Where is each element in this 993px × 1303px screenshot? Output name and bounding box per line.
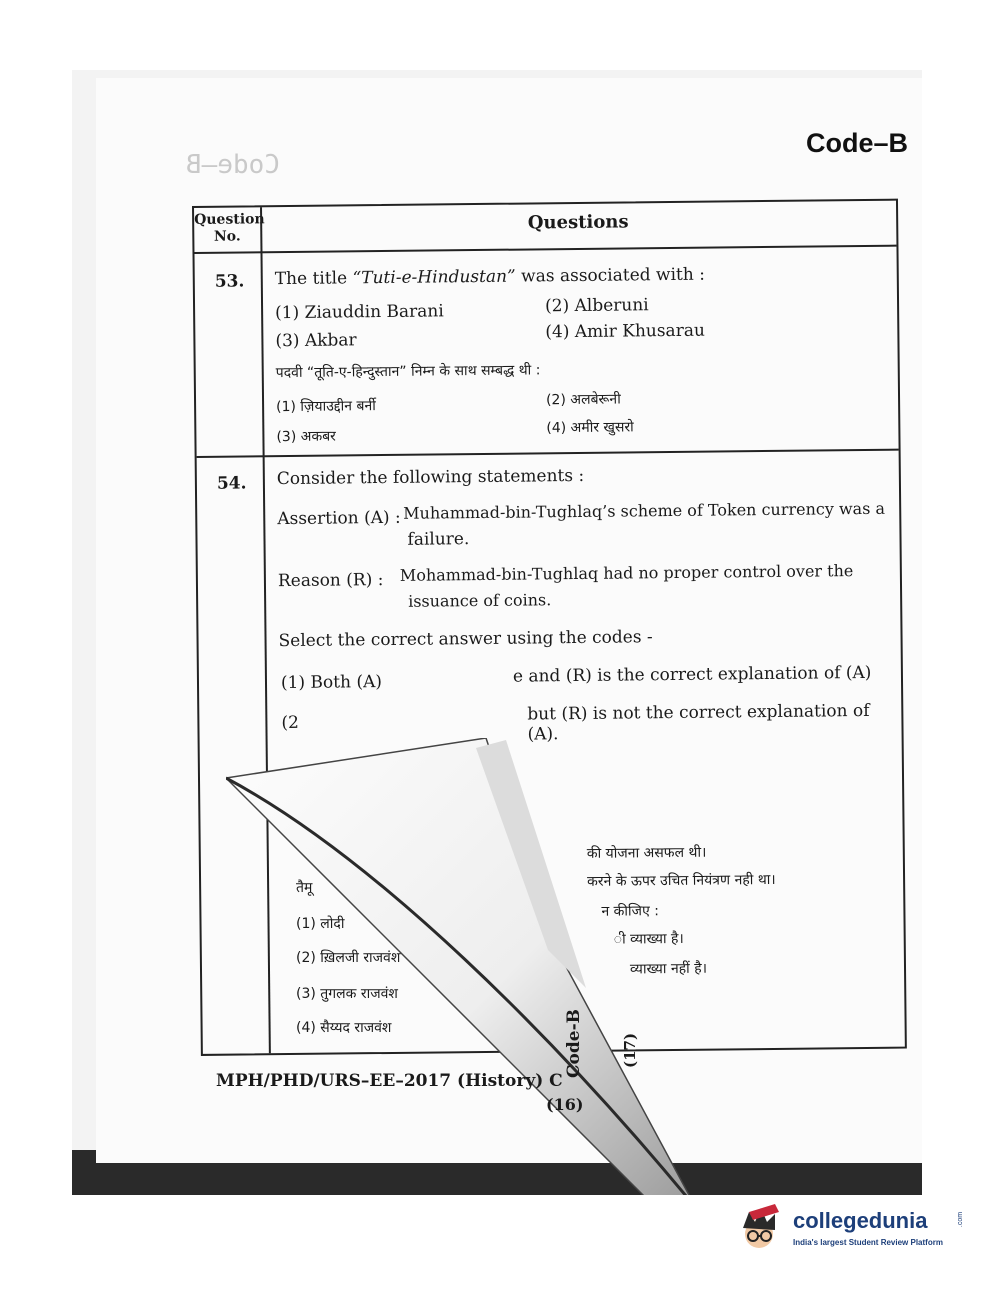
q53-hindi-option-2: (2) अलबेरूनी [545, 391, 621, 409]
brand-tagline: India's largest Student Review Platform [793, 1238, 943, 1247]
hindi-fragment-1: की योजना असफल थी। [586, 844, 707, 862]
q53-option-3: (3) Akbar [275, 330, 357, 352]
q54-option-2-right: but (R) is not the correct explanation of (A). [527, 700, 870, 745]
q54-assertion-label: Assertion (A) : [277, 507, 401, 530]
brand-com: .com [957, 1211, 965, 1228]
back-page-number: (17) [621, 1032, 639, 1068]
q54-assertion-line2: failure. [407, 529, 470, 550]
mascot-icon [735, 1200, 789, 1260]
hindi-fragment-left: तैमू [296, 880, 313, 896]
collegedunia-logo[interactable] [735, 1200, 965, 1260]
hindi-fragment-2: करने के ऊपर उचित नियंत्रण नही था। [587, 871, 776, 890]
q53-hindi-option-1: (1) ज़ियाउद्दीन बर्नी [276, 398, 376, 416]
fold-option-2: (2) ख़िलजी राजवंश [296, 950, 401, 966]
back-code: Code-B [564, 1009, 584, 1078]
q53-option-4: (4) Amir Khusarau [545, 320, 705, 343]
table-header [194, 201, 896, 254]
q54-reason-line2: issuance of coins. [408, 590, 552, 611]
hindi-fragment-4: ी व्याख्या है। [613, 930, 684, 948]
q54-number: 54. [216, 473, 247, 494]
fold-option-4: (4) सैय्यद राजवंश [296, 1020, 392, 1036]
q53-hindi-option-3: (3) अकबर [276, 428, 336, 446]
scanned-page [72, 70, 922, 1195]
q53-title: “Tuti-e-Hindustan” [352, 266, 516, 289]
q53-hindi-option-4: (4) अमीर खुसरो [546, 419, 634, 437]
q54-option-2-left: (2 [281, 712, 299, 734]
exam-footer: MPH/PHD/URS–EE–2017 (History) C [216, 1071, 563, 1091]
hindi-fragment-5: व्याख्या नहीं है। [629, 960, 708, 978]
q53-prefix: The title [274, 268, 353, 290]
q54-assertion-line1: Muhammad-bin-Tughlaq’s scheme of Token currency was a [403, 498, 886, 523]
fold-option-3: (3) तुगलक राजवंश [296, 986, 398, 1002]
q53-hindi-text: पदवी “तूति-ए-हिन्दुस्तान” निम्न के साथ सम्बद्ध थी : [275, 362, 541, 382]
exam-page [96, 78, 922, 1163]
q53-option-1: (1) Ziauddin Barani [275, 301, 444, 324]
q53-suffix: was associated with : [515, 264, 706, 287]
q53-text [275, 265, 705, 290]
row-divider [197, 449, 899, 458]
q54-select: Select the correct answer using the codes - [278, 627, 653, 652]
fold-option-1: (1) लोदी [296, 916, 345, 932]
brand-name: collegedunia [793, 1208, 928, 1233]
q53-option-2: (2) Alberuni [544, 295, 649, 317]
q54-intro: Consider the following statements : [276, 465, 585, 490]
page-number: (16) [546, 1095, 584, 1114]
bleed-through-code: Code–B [186, 150, 280, 180]
q54-option-1-right: e and (R) is the correct explanation of (A) [512, 662, 872, 687]
col-question-no: Question No. [194, 211, 265, 245]
q54-reason-line1: Mohammad-bin-Tughlaq had no proper control over the [399, 561, 854, 585]
col-questions: Questions [527, 211, 629, 234]
hindi-fragment-3: न कीजिए : [601, 903, 660, 920]
q53-number: 53. [214, 271, 245, 292]
q54-option-1-left: (1) Both (A) [280, 672, 383, 694]
q54-reason-label: Reason (R) : [277, 570, 384, 592]
page-code: Code–B [806, 128, 909, 158]
